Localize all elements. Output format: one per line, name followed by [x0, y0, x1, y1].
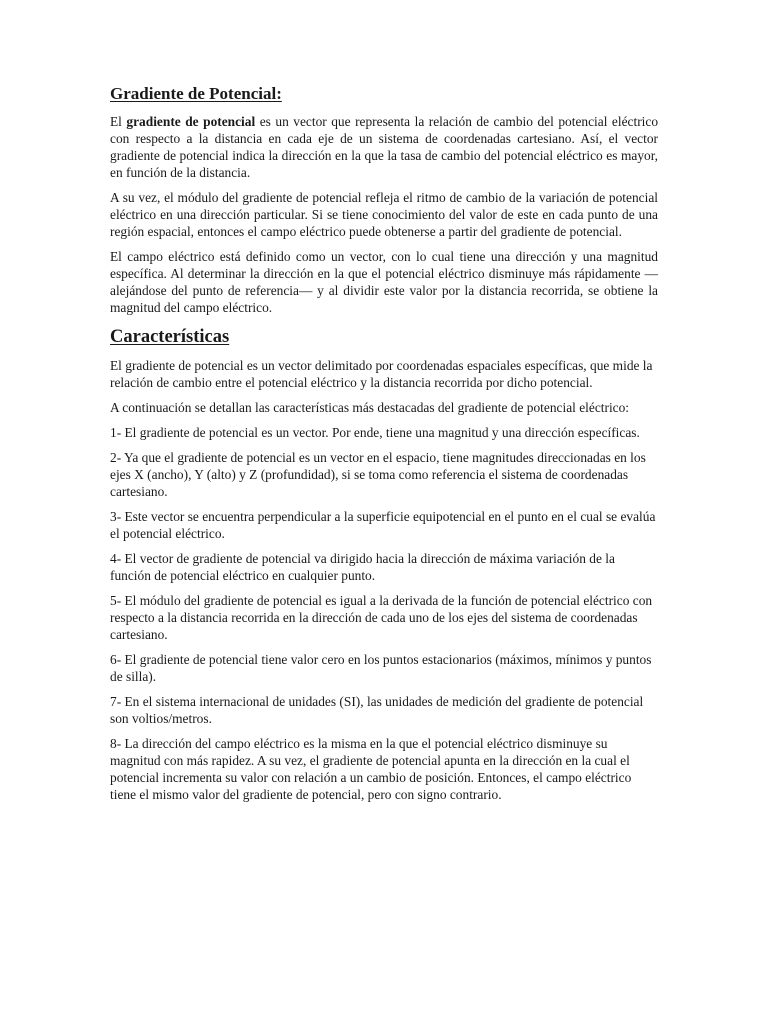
- section-heading: Características: [110, 327, 230, 347]
- list-item: 3- Este vector se encuentra perpendicular a la superficie equipotencial en el punto en el cual se evalúa el potencial eléctrico.: [110, 509, 656, 541]
- intro-paragraph-1: [110, 113, 658, 181]
- list-item: 8- La dirección del campo eléctrico es la misma en la que el potencial eléctrico disminuye su magnitud con más rapidez. A su vez, el gradiente de potencial apunta en la dirección en la cual el potencial incrementa su valor con relación a un cambio de posición. Entonces, el campo eléctrico tiene el mismo valor del gradiente de potencial, pero con signo contrario.: [110, 736, 632, 802]
- list-item: 4- El vector de gradiente de potencial va dirigido hacia la dirección de máxima variación de la función de potencial eléctrico en cualquier punto.: [110, 551, 615, 583]
- list-item: 2- Ya que el gradiente de potencial es un vector en el espacio, tiene magnitudes direccionadas en los ejes X (ancho), Y (alto) y Z (profundidad), si se toma como referencia el sistema de coordenadas cartesiano.: [110, 450, 646, 499]
- intro-paragraph-2: A su vez, el módulo del gradiente de potencial refleja el ritmo de cambio de la variación de potencial eléctrico en una dirección particular. Si se tiene conocimiento del valor de este en cada punto de una región espacial, entonces el campo eléctrico puede obtenerse a partir del gradiente de potencial.: [110, 190, 658, 239]
- list-item: 5- El módulo del gradiente de potencial es igual a la derivada de la función de potencial eléctrico con respecto a la distancia recorrida en la dirección de cada uno de los ejes del sistema de coordenadas cartesiano.: [110, 593, 653, 642]
- section-paragraph-2: A continuación se detallan las características más destacadas del gradiente de potencial eléctrico:: [110, 400, 630, 415]
- intro-paragraph-3: El campo eléctrico está definido como un vector, con lo cual tiene una dirección y una magnitud específica. Al determinar la dirección en la que el potencial eléctrico disminuye más rápidamente —alejándose del punto de referencia— y al dividir este valor por la distancia recorrida, se obtiene la magnitud del campo eléctrico.: [110, 249, 658, 315]
- document-title: Gradiente de Potencial:: [110, 84, 282, 103]
- list-item: 7- En el sistema internacional de unidades (SI), las unidades de medición del gradiente de potencial son voltios/metros.: [110, 694, 644, 726]
- document-page: [110, 83, 658, 811]
- section-paragraph-1: El gradiente de potencial es un vector delimitado por coordenadas espaciales específicas, que mide la relación de cambio entre el potencial eléctrico y la distancia recorrida por dicho potencial.: [110, 358, 653, 390]
- list-item: 6- El gradiente de potencial tiene valor cero en los puntos estacionarios (máximos, mínimos y puntos de silla).: [110, 652, 652, 684]
- intro-term: gradiente de potencial: [126, 114, 256, 129]
- intro-lead: El: [110, 114, 127, 129]
- list-item: 1- El gradiente de potencial es un vector. Por ende, tiene una magnitud y una dirección específicas.: [110, 425, 640, 440]
- intro-rest: es un vector que representa la relación de cambio del potencial eléctrico con respecto a la distancia en cada eje de un sistema de coordenadas cartesiano. Así, el vector gradiente de potencial indica la dirección en la que la tasa de cambio del potencial eléctrico es mayor, en función de la distancia.: [110, 114, 659, 180]
